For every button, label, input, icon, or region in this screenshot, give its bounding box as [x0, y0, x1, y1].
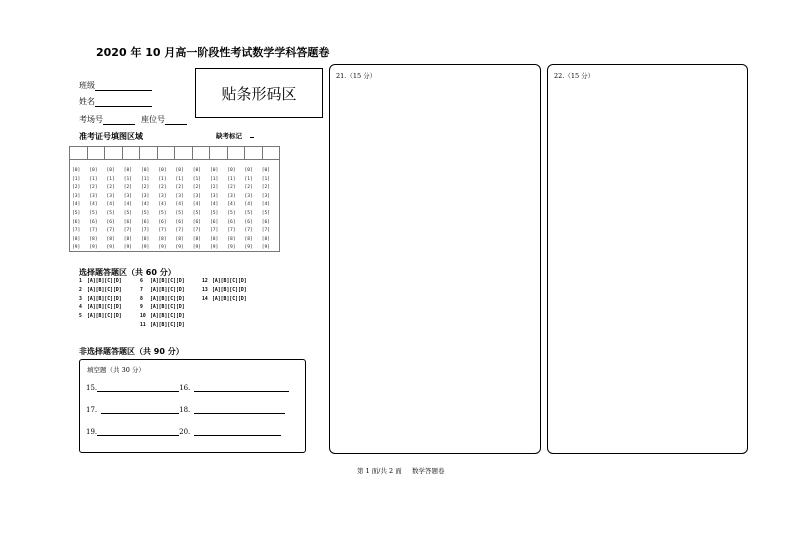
id-digit-column: [245, 167, 262, 253]
choice-options[interactable]: [A][B][C][D]: [87, 287, 122, 293]
id-digit-column: [107, 167, 124, 253]
digit-bubble[interactable]: [5]: [261, 210, 271, 216]
exam-id-grid: [69, 146, 280, 252]
choice-options[interactable]: [A][B][C][D]: [212, 287, 247, 293]
choice-options[interactable]: [A][B][C][D]: [150, 305, 185, 311]
digit-bubble[interactable]: [4]: [210, 202, 219, 208]
digit-bubble[interactable]: [2]: [175, 185, 184, 191]
choice-number: 7: [140, 287, 143, 293]
q15-answer-line[interactable]: [97, 384, 179, 392]
choice-row: [79, 305, 122, 310]
digit-bubble[interactable]: [3]: [141, 193, 150, 199]
digit-bubble[interactable]: [3]: [106, 193, 115, 199]
digit-bubble[interactable]: [6]: [175, 219, 184, 225]
choice-options[interactable]: [A][B][C][D]: [212, 279, 247, 284]
digit-bubble[interactable]: [1]: [123, 176, 133, 182]
digit-bubble[interactable]: [7]: [210, 228, 219, 234]
id-cell[interactable]: [175, 147, 193, 159]
digit-bubble[interactable]: [6]: [261, 219, 271, 225]
digit-bubble[interactable]: [2]: [141, 185, 150, 191]
choice-row: [79, 314, 122, 319]
digit-bubble[interactable]: [6]: [244, 219, 253, 225]
class-field[interactable]: [79, 80, 152, 91]
name-label: 姓名: [79, 97, 95, 106]
q17-answer-line[interactable]: [101, 406, 179, 414]
digit-bubble[interactable]: [2]: [106, 185, 115, 191]
digit-bubble[interactable]: [9]: [227, 245, 236, 251]
digit-bubble[interactable]: [6]: [192, 219, 202, 225]
id-cell[interactable]: [140, 147, 158, 159]
digit-bubble[interactable]: [8]: [244, 236, 253, 242]
fill-blank-box: [79, 359, 306, 453]
id-digit-column: [141, 167, 158, 253]
id-digit-column: [72, 167, 89, 253]
digit-bubble[interactable]: [7]: [261, 228, 271, 234]
digit-bubble[interactable]: [5]: [72, 210, 81, 216]
digit-bubble[interactable]: [9]: [106, 245, 115, 251]
digit-bubble[interactable]: [1]: [192, 176, 202, 182]
digit-bubble[interactable]: [9]: [72, 245, 81, 251]
choice-row: [140, 279, 185, 284]
name-field[interactable]: [79, 96, 152, 107]
digit-bubble[interactable]: [7]: [244, 228, 253, 234]
digit-bubble[interactable]: [7]: [192, 228, 202, 234]
barcode-area: 贴条形码区: [195, 68, 323, 118]
digit-bubble[interactable]: [9]: [244, 245, 253, 251]
digit-bubble[interactable]: [6]: [72, 219, 81, 225]
choice-number: 11: [140, 323, 146, 328]
digit-bubble[interactable]: [3]: [227, 193, 236, 199]
id-digit-column: [176, 167, 193, 253]
choice-number: 8: [140, 296, 143, 302]
digit-bubble[interactable]: [2]: [244, 185, 253, 191]
digit-bubble[interactable]: [0]: [141, 168, 150, 173]
choice-row: [140, 323, 185, 328]
id-cell[interactable]: [123, 147, 141, 159]
digit-bubble[interactable]: [8]: [158, 236, 167, 242]
q21-label: 21.（15 分）: [336, 72, 377, 80]
id-digit-column: [158, 167, 175, 253]
choice-number: 13: [202, 287, 208, 293]
fill-row-19-20: [86, 428, 281, 436]
digit-bubble[interactable]: [1]: [89, 176, 98, 182]
choice-row: [140, 305, 185, 310]
digit-bubble[interactable]: [6]: [158, 219, 167, 225]
digit-bubble[interactable]: [7]: [123, 228, 133, 234]
choice-options[interactable]: [A][B][C][D]: [87, 279, 122, 284]
digit-bubble[interactable]: [5]: [89, 210, 98, 216]
digit-bubble[interactable]: [7]: [175, 228, 184, 234]
digit-bubble[interactable]: [5]: [227, 210, 236, 216]
digit-bubble[interactable]: [8]: [72, 236, 81, 242]
digit-bubble[interactable]: [0]: [244, 168, 253, 173]
digit-bubble[interactable]: [1]: [141, 176, 150, 182]
digit-bubble[interactable]: [7]: [89, 228, 98, 234]
choice-row: [202, 288, 247, 293]
digit-bubble[interactable]: [5]: [244, 210, 253, 216]
class-input-line[interactable]: [95, 81, 152, 91]
digit-bubble[interactable]: [6]: [106, 219, 115, 225]
digit-bubble[interactable]: [7]: [227, 228, 236, 234]
digit-bubble[interactable]: [9]: [89, 245, 98, 251]
digit-bubble[interactable]: [9]: [261, 245, 271, 251]
digit-bubble[interactable]: [2]: [89, 185, 98, 191]
digit-bubble[interactable]: [6]: [89, 219, 98, 225]
digit-bubble[interactable]: [8]: [123, 236, 133, 242]
digit-bubble[interactable]: [0]: [210, 168, 219, 173]
choice-row: [202, 297, 247, 302]
digit-bubble[interactable]: [5]: [175, 210, 184, 216]
choice-number: 3: [79, 296, 82, 302]
digit-bubble[interactable]: [5]: [106, 210, 115, 216]
digit-bubble[interactable]: [6]: [141, 219, 150, 225]
digit-bubble[interactable]: [8]: [227, 236, 236, 242]
q19-label: 19.: [86, 428, 98, 436]
digit-bubble[interactable]: [0]: [192, 168, 202, 173]
digit-bubble[interactable]: [4]: [244, 202, 253, 208]
id-cell[interactable]: [228, 147, 246, 159]
digit-bubble[interactable]: [1]: [210, 176, 219, 182]
id-digit-column: [124, 167, 141, 253]
digit-bubble[interactable]: [3]: [123, 193, 133, 199]
digit-bubble[interactable]: [7]: [141, 228, 150, 234]
digit-bubble[interactable]: [5]: [192, 210, 202, 216]
digit-bubble[interactable]: [9]: [158, 245, 167, 251]
digit-bubble[interactable]: [3]: [72, 193, 81, 199]
choice-options[interactable]: [A][B][C][D]: [150, 296, 185, 302]
digit-bubble[interactable]: [3]: [210, 193, 219, 199]
id-cell[interactable]: [70, 147, 88, 159]
choice-number: 10: [140, 314, 146, 320]
id-digit-column: [89, 167, 106, 253]
digit-bubble[interactable]: [2]: [72, 185, 81, 191]
digit-bubble[interactable]: [1]: [106, 176, 115, 182]
choice-number: 9: [140, 305, 143, 311]
choice-options[interactable]: [A][B][C][D]: [87, 314, 122, 320]
choice-number: 5: [79, 314, 82, 320]
digit-bubble[interactable]: [2]: [261, 185, 271, 191]
id-cell[interactable]: [88, 147, 106, 159]
page-footer: 第 1 面/共 2 面 数学答题卷: [357, 467, 445, 475]
q15-label: 15.: [86, 384, 98, 392]
absent-box[interactable]: [250, 137, 254, 138]
digit-bubble[interactable]: [0]: [106, 168, 115, 173]
choice-answer-area: [79, 279, 279, 328]
digit-bubble[interactable]: [0]: [72, 168, 81, 173]
choice-row: [140, 297, 185, 302]
digit-bubble[interactable]: [8]: [141, 236, 150, 242]
absent-label: 缺考标记: [216, 132, 242, 140]
digit-bubble[interactable]: [4]: [72, 202, 81, 208]
digit-bubble[interactable]: [9]: [210, 245, 219, 251]
nonchoice-heading: 非选择题答题区（共 90 分）: [79, 347, 184, 356]
digit-bubble[interactable]: [5]: [141, 210, 150, 216]
choice-row: [140, 288, 185, 293]
choice-options[interactable]: [A][B][C][D]: [87, 296, 122, 302]
digit-bubble[interactable]: [4]: [175, 202, 184, 208]
room-seat-field[interactable]: [79, 114, 187, 125]
digit-bubble[interactable]: [9]: [123, 245, 133, 251]
q22-answer-box[interactable]: [547, 64, 748, 454]
digit-bubble[interactable]: [5]: [158, 210, 167, 216]
digit-bubble[interactable]: [5]: [210, 210, 219, 216]
digit-bubble[interactable]: [2]: [123, 185, 133, 191]
digit-bubble[interactable]: [8]: [175, 236, 184, 242]
digit-bubble[interactable]: [4]: [106, 202, 115, 208]
digit-bubble[interactable]: [8]: [261, 236, 271, 242]
digit-bubble[interactable]: [5]: [123, 210, 133, 216]
q20-answer-line[interactable]: [194, 428, 281, 436]
choice-options[interactable]: [A][B][C][D]: [150, 323, 185, 328]
digit-bubble[interactable]: [1]: [158, 176, 167, 182]
choice-number: 14: [202, 296, 208, 302]
digit-bubble[interactable]: [8]: [89, 236, 98, 242]
digit-bubble[interactable]: [1]: [175, 176, 184, 182]
digit-bubble[interactable]: [4]: [89, 202, 98, 208]
digit-bubble[interactable]: [8]: [192, 236, 202, 242]
digit-bubble[interactable]: [0]: [227, 168, 236, 173]
choice-row: [202, 279, 247, 284]
digit-bubble[interactable]: [4]: [123, 202, 133, 208]
digit-bubble[interactable]: [9]: [192, 245, 202, 251]
digit-bubble[interactable]: [2]: [192, 185, 202, 191]
q20-label: 20.: [179, 428, 191, 436]
digit-bubble[interactable]: [4]: [261, 202, 271, 208]
choice-options[interactable]: [A][B][C][D]: [87, 305, 122, 311]
digit-bubble[interactable]: [9]: [141, 245, 150, 251]
digit-bubble[interactable]: [3]: [89, 193, 98, 199]
choice-row: [140, 314, 185, 319]
id-cell[interactable]: [193, 147, 211, 159]
absent-mark[interactable]: [216, 131, 254, 140]
id-cell[interactable]: [158, 147, 176, 159]
digit-bubble[interactable]: [6]: [210, 219, 219, 225]
choice-options[interactable]: [A][B][C][D]: [150, 314, 185, 320]
digit-bubble[interactable]: [3]: [244, 193, 253, 199]
id-digit-column: [210, 167, 227, 253]
q22-label: 22.（15 分）: [554, 72, 595, 80]
seat-label: 座位号: [141, 115, 165, 124]
choice-row: [79, 297, 122, 302]
fill-title: 填空题（共 30 分）: [87, 366, 145, 374]
choice-heading: 选择题答题区（共 60 分）: [79, 268, 176, 277]
id-cell[interactable]: [210, 147, 228, 159]
q18-label: 18.: [179, 406, 191, 414]
digit-bubble[interactable]: [3]: [261, 193, 271, 199]
digit-bubble[interactable]: [2]: [158, 185, 167, 191]
digit-bubble[interactable]: [7]: [158, 228, 167, 234]
id-digit-column: [193, 167, 210, 253]
choice-options[interactable]: [A][B][C][D]: [150, 279, 185, 284]
choice-row: [79, 288, 122, 293]
exam-id-bubbles: [70, 160, 279, 253]
choice-row: [79, 279, 122, 284]
digit-bubble[interactable]: [1]: [227, 176, 236, 182]
digit-bubble[interactable]: [6]: [227, 219, 236, 225]
id-cell[interactable]: [105, 147, 123, 159]
digit-bubble[interactable]: [0]: [123, 168, 133, 173]
digit-bubble[interactable]: [4]: [227, 202, 236, 208]
choice-number: 1: [79, 279, 82, 284]
q17-label: 17.: [86, 406, 98, 414]
fill-row-17-18: [86, 406, 285, 414]
digit-bubble[interactable]: [3]: [158, 193, 167, 199]
digit-bubble[interactable]: [7]: [106, 228, 115, 234]
id-digit-column: [227, 167, 244, 253]
choice-options[interactable]: [A][B][C][D]: [150, 287, 185, 293]
choice-number: 2: [79, 287, 82, 293]
digit-bubble[interactable]: [4]: [158, 202, 167, 208]
digit-bubble[interactable]: [1]: [244, 176, 253, 182]
digit-bubble[interactable]: [7]: [72, 228, 81, 234]
digit-bubble[interactable]: [2]: [227, 185, 236, 191]
name-input-line[interactable]: [95, 97, 152, 107]
digit-bubble[interactable]: [8]: [106, 236, 115, 242]
digit-bubble[interactable]: [9]: [175, 245, 184, 251]
digit-bubble[interactable]: [0]: [89, 168, 98, 173]
digit-bubble[interactable]: [1]: [261, 176, 271, 182]
id-cell[interactable]: [245, 147, 263, 159]
digit-bubble[interactable]: [0]: [175, 168, 184, 173]
digit-bubble[interactable]: [4]: [192, 202, 202, 208]
choice-number: 6: [140, 279, 143, 284]
digit-bubble[interactable]: [3]: [175, 193, 184, 199]
choice-number: 4: [79, 305, 82, 311]
exam-id-label: 准考证号填图区域: [79, 132, 143, 141]
digit-bubble[interactable]: [0]: [261, 168, 271, 173]
digit-bubble[interactable]: [3]: [192, 193, 202, 199]
class-label: 班级: [79, 81, 95, 90]
id-digit-column: [262, 167, 279, 253]
q16-answer-line[interactable]: [194, 384, 289, 392]
q18-answer-line[interactable]: [194, 406, 285, 414]
digit-bubble[interactable]: [1]: [72, 176, 81, 182]
q19-answer-line[interactable]: [97, 428, 179, 436]
seat-input-line[interactable]: [165, 115, 187, 125]
q16-label: 16.: [179, 384, 191, 392]
page-title: 2020 年 10 月高一阶段性考试数学学科答题卷: [96, 46, 330, 59]
choice-number: 12: [202, 279, 208, 284]
digit-bubble[interactable]: [2]: [210, 185, 219, 191]
digit-bubble[interactable]: [6]: [123, 219, 133, 225]
room-input-line[interactable]: [103, 115, 135, 125]
digit-bubble[interactable]: [4]: [141, 202, 150, 208]
choice-options[interactable]: [A][B][C][D]: [212, 296, 247, 302]
fill-row-15-16: [86, 384, 289, 392]
exam-id-write-row: [70, 147, 279, 160]
q21-answer-box[interactable]: [329, 64, 541, 454]
room-label: 考场号: [79, 115, 103, 124]
digit-bubble[interactable]: [8]: [210, 236, 219, 242]
id-cell[interactable]: [263, 147, 280, 159]
digit-bubble[interactable]: [0]: [158, 168, 167, 173]
